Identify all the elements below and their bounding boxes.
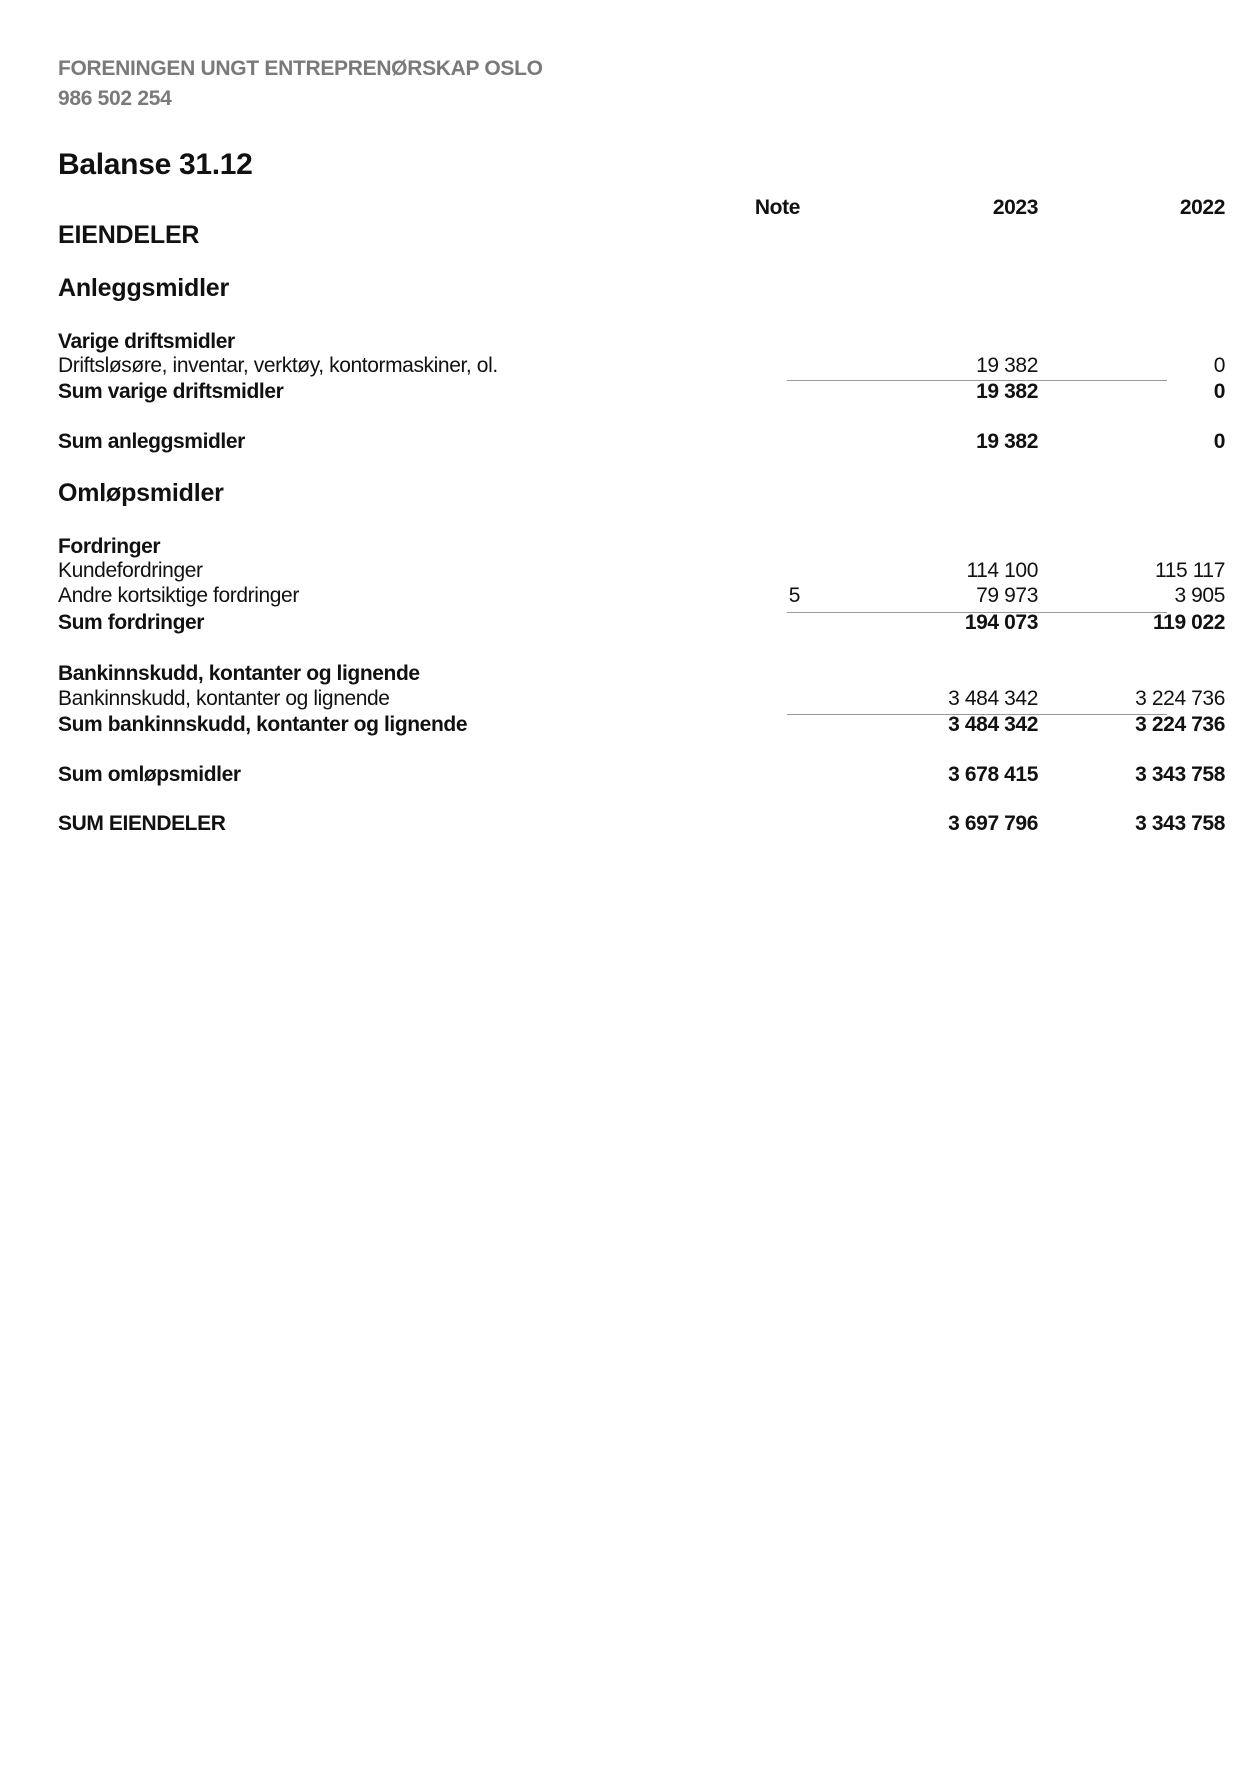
value-2023: 79 973 [976,584,1038,607]
row-label: Sum varige driftsmidler [58,380,284,403]
total-row [58,430,1225,454]
org-header [58,54,543,114]
row-note: 5 [788,584,800,607]
row-label: Sum anleggsmidler [58,430,245,453]
table-row [58,687,1225,711]
value-2023: 19 382 [976,354,1038,377]
value-2022: 3 905 [1174,584,1225,607]
value-2023: 19 382 [976,380,1038,403]
value-2022: 0 [1213,430,1225,453]
row-label: Sum bankinnskudd, kontanter og lignende [58,713,468,736]
value-2023: 3 678 415 [948,763,1038,786]
value-2022: 3 224 736 [1135,687,1225,710]
value-2023: 3 484 342 [948,713,1038,736]
subtotal-row [58,611,1225,635]
org-number: 986 502 254 [58,87,172,110]
row-label: Driftsløsøre, inventar, verktøy, kontormaskiner, ol. [58,354,498,377]
value-2023: 19 382 [976,430,1038,453]
grand-total-row [58,812,1225,836]
column-year-2023: 2023 [992,196,1038,219]
group-heading-fordringer [58,535,1168,559]
group-heading-bank [58,662,1168,686]
page-title: Balanse 31.12 [58,148,253,181]
total-row [58,763,1225,787]
org-name: FORENINGEN UNGT ENTREPRENØRSKAP OSLO [58,57,543,80]
group-heading-varige [58,330,1168,354]
row-label: SUM EIENDELER [58,812,226,835]
row-label: Sum fordringer [58,611,205,634]
value-2023: 3 484 342 [948,687,1038,710]
section-omlopsmidler [58,481,1168,511]
value-2022: 115 117 [1155,559,1225,582]
column-note: Note [754,196,800,219]
section-label: Omløpsmidler [58,479,224,507]
section-label: Anleggsmidler [58,274,230,302]
row-label: Andre kortsiktige fordringer [58,584,299,607]
section-label: EIENDELER [58,221,200,249]
column-year-2022: 2022 [1179,196,1225,219]
value-2022: 3 343 758 [1135,763,1225,786]
row-label: Fordringer [58,535,161,558]
row-label: Sum omløpsmidler [58,763,241,786]
row-label: Bankinnskudd, kontanter og lignende [58,687,390,710]
value-2022: 3 224 736 [1135,713,1225,736]
section-anleggsmidler [58,276,1168,306]
column-header [58,196,1225,220]
value-2023: 3 697 796 [948,812,1038,835]
value-2022: 0 [1213,354,1225,377]
section-eiendeler [58,223,1168,253]
row-label: Varige driftsmidler [58,330,235,353]
row-label: Bankinnskudd, kontanter og lignende [58,662,420,685]
row-label: Kundefordringer [58,559,203,582]
table-row [58,354,1225,378]
value-2023: 114 100 [966,559,1038,582]
subtotal-row [58,713,1225,737]
table-row [58,559,1225,583]
table-row [58,584,1225,608]
value-2023: 194 073 [964,611,1038,634]
value-2022: 0 [1213,380,1225,403]
value-2022: 3 343 758 [1135,812,1225,835]
subtotal-row [58,380,1225,404]
value-2022: 119 022 [1153,611,1225,634]
